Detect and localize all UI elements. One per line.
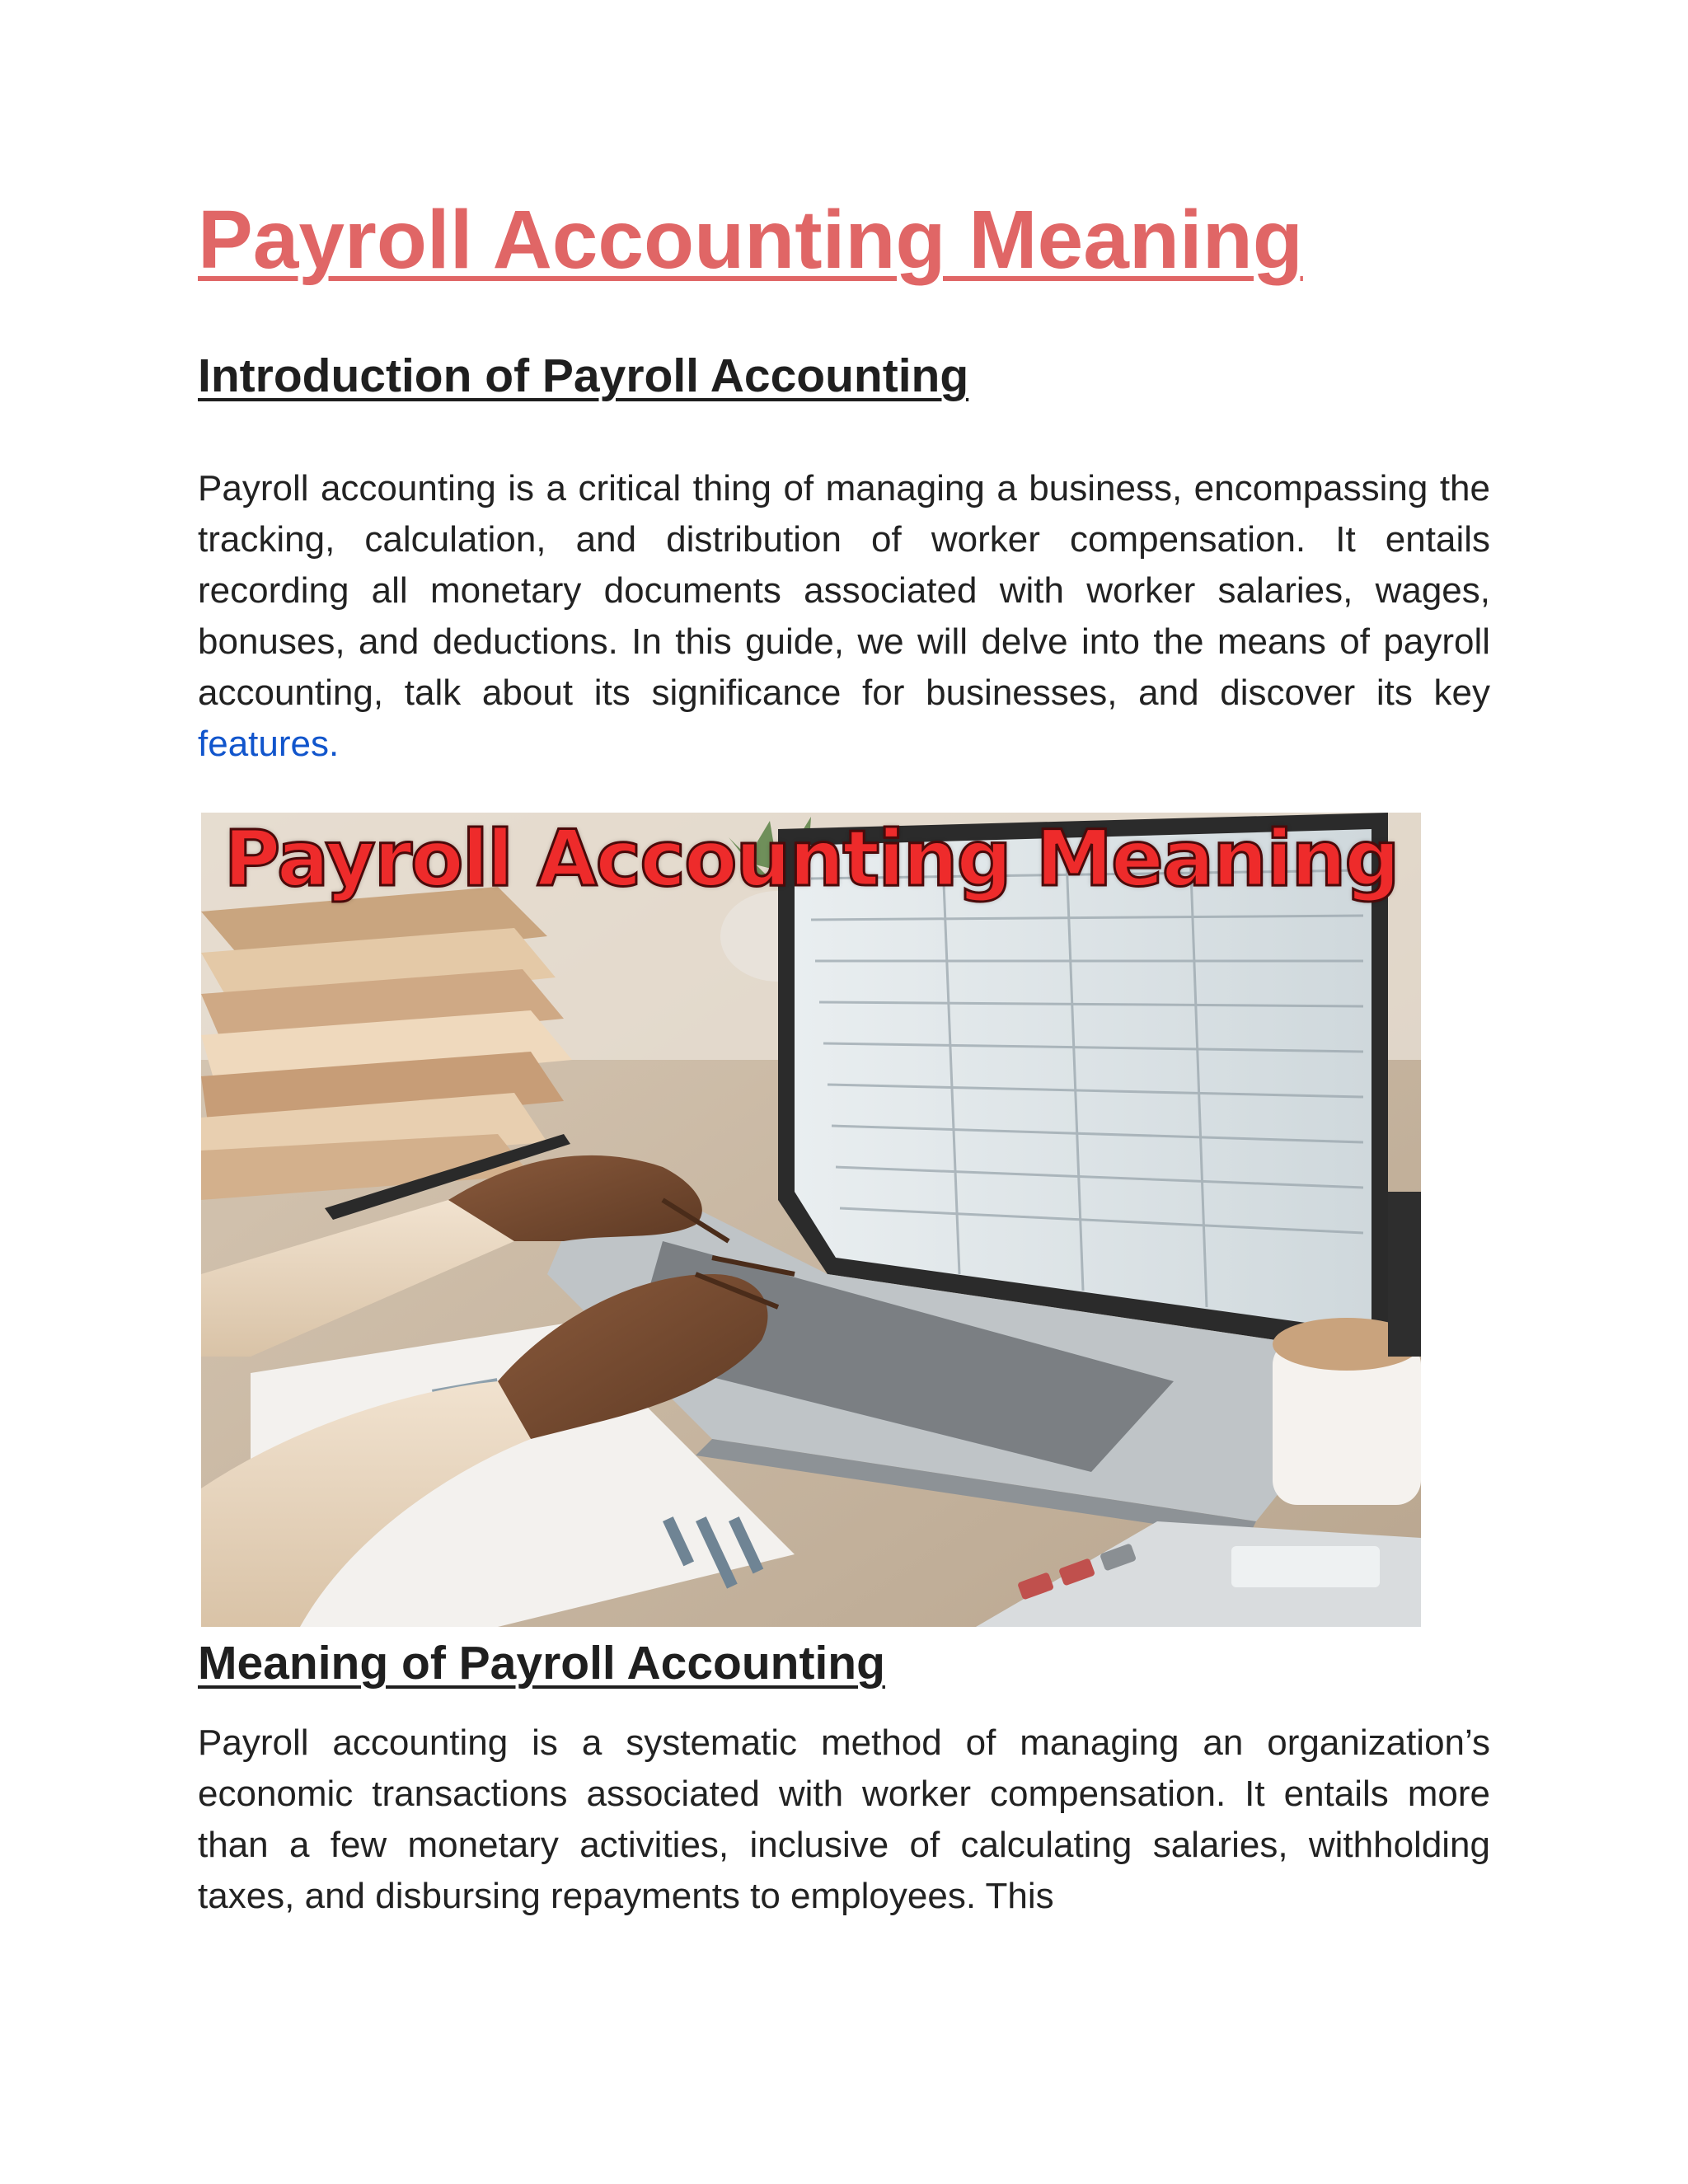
meaning-paragraph: Payroll accounting is a systematic method of managing an organization’s economic transactions associated with worker compensation. It entails more than a few monetary activities, inclusive of calculating salaries, withholding taxes, and disbursing repayments to employees. This bbox=[198, 1722, 1490, 1916]
hero-image-title: Payroll Accounting Meaning bbox=[223, 814, 1399, 904]
section-heading-meaning: Meaning of Payroll Accounting bbox=[198, 1637, 885, 1690]
hero-illustration bbox=[201, 813, 1421, 1627]
intro-paragraph-text: Payroll accounting is a critical thing of managing a business, encompassing the tracking, calculation, and distribution of worker compensation. It entails recording all monetary documents associated with worker salaries, wages, bonuses, and deductions. In this guide, we will delve into the means of payroll accounting, talk about its significance for businesses, and discover its key bbox=[198, 468, 1490, 713]
section-heading-introduction: Introduction of Payroll Accounting bbox=[198, 349, 969, 402]
hero-image bbox=[201, 813, 1421, 1627]
page-title: Payroll Accounting Meaning bbox=[198, 194, 1303, 286]
intro-paragraph bbox=[198, 463, 1490, 770]
features-link[interactable]: features. bbox=[198, 724, 340, 764]
